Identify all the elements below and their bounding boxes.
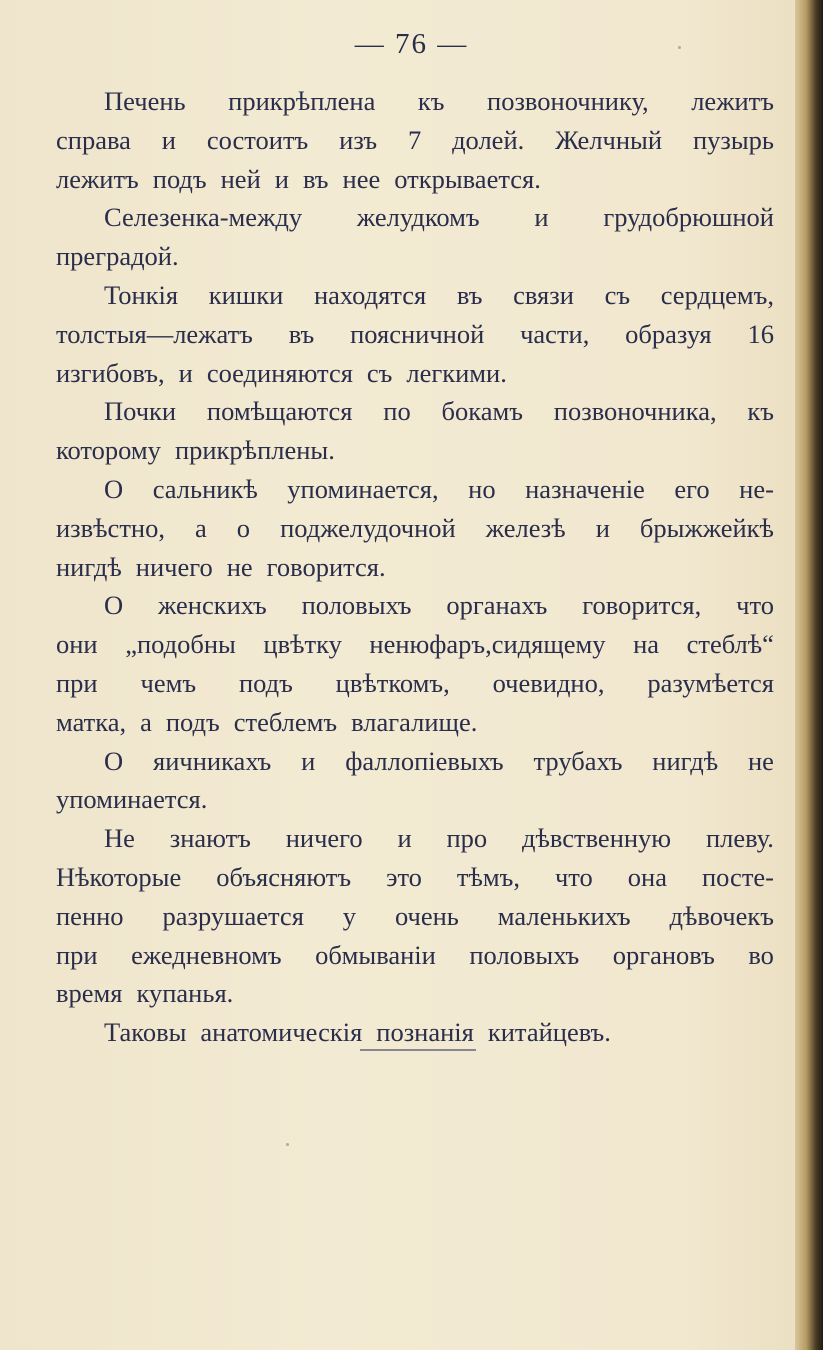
text-line: Селезенка-между желудкомъ и грудобрюшной [104,202,774,233]
text-line: которому прикрѣплены. [56,435,335,466]
text-line: справа и состоитъ изъ 7 долей. Желчный пузырь [56,124,774,155]
page-text [56,82,774,1052]
text-line: преградой. [56,241,179,272]
text-line: при ежедневномъ обмываніи половыхъ органовъ во [56,939,774,970]
text-line: время купанья. [56,978,234,1009]
text-line: упоминается. [56,784,208,815]
text-line: изгибовъ, и соединяются съ легкими. [56,357,507,388]
book-spine-edge [795,0,823,1350]
text-line: толстыя—лежатъ въ поясничной части, образуя 16 [56,318,774,349]
text-line: Не знаютъ ничего и про дѣвственную плеву. [104,823,774,854]
text-line: Таковы анатомическія познанія китайцевъ. [104,1017,611,1048]
text-line: Печень прикрѣплена къ позвоночнику, лежитъ [104,86,774,116]
page-number: — 76 — [354,28,469,60]
text-line: матка, а подъ стеблемъ влагалище. [56,706,478,737]
text-line: при чемъ подъ цвѣткомъ, очевидно, разумѣется [56,667,774,698]
text-line: О сальникѣ упоминается, но назначеніе его не- [104,473,774,504]
text-line: Нѣкоторые объясняютъ это тѣмъ, что она посте- [56,861,774,892]
text-line: лежитъ подъ ней и въ нее открывается. [56,163,541,194]
paper-speck [286,1143,289,1146]
text-line: извѣстно, а о поджелудочной железѣ и брыжжейкѣ [56,512,774,543]
end-rule [360,1049,476,1051]
text-line: пенно разрушается у очень маленькихъ дѣвочекъ [56,900,774,931]
text-line: нигдѣ ничего не говорится. [56,551,386,582]
text-line: О яичникахъ и фаллопіевыхъ трубахъ нигдѣ не [104,745,774,776]
text-line: Тонкія кишки находятся въ связи съ сердцемъ, [104,279,774,310]
text-line: они „подобны цвѣтку ненюфаръ,сидящему на стеблѣ“ [56,629,774,660]
text-line: Почки помѣщаются по бокамъ позвоночника, къ [104,396,774,427]
text-line: О женскихъ половыхъ органахъ говорится, что [104,590,774,621]
paper-speck [678,46,681,49]
